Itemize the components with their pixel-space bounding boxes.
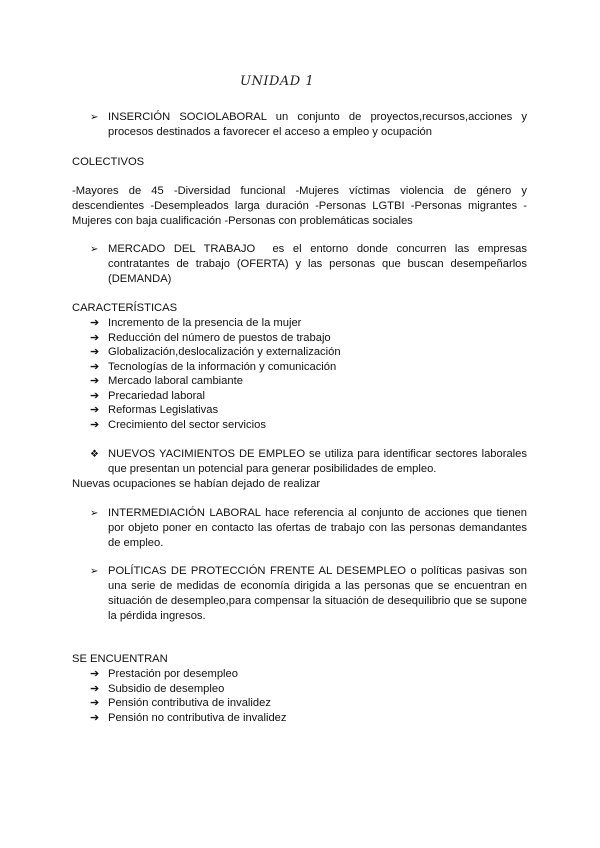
intermediacion-bullet <box>90 506 527 551</box>
insercion-term: INSERCIÓN SOCIOLABORAL <box>108 111 267 123</box>
politicas-paragraph <box>108 564 527 624</box>
yacimientos-text: se utiliza para identificar sectores laborales que presentan un potencial para generar posibilidades de empleo. <box>108 448 527 475</box>
mercado-bullet <box>90 242 531 287</box>
colectivos-heading: COLECTIVOS <box>72 156 145 168</box>
yacimientos-bullet <box>90 447 527 477</box>
mercado-term: MERCADO DEL TRABAJO <box>108 243 256 255</box>
arrow-right-icon: ➔ <box>90 346 100 358</box>
politicas-text: o políticas pasivas son una serie de medidas de economía dirigida a las personas que se encuentran en situación de desempleo,para compensar la situación de desequilibrio que se supone la pérdida ingresos. <box>108 565 527 622</box>
list-item: ➔ Mercado laboral cambiante <box>90 375 243 387</box>
list-item: ➔ Pensión no contributiva de invalidez <box>90 711 287 724</box>
arrow-right-icon: ➔ <box>90 697 100 709</box>
list-item: ➔ Crecimiento del sector servicios <box>90 418 266 431</box>
mercado-text: es el entorno donde concurren las empresas contratantes de trabajo (OFERTA) y las personas que buscan desempeñarlos (DEMANDA) <box>108 243 531 285</box>
arrow-right-icon: ➔ <box>90 375 100 387</box>
page-title: UNIDAD 1 <box>240 74 315 89</box>
arrowhead-bullet-icon: ➢ <box>90 508 99 519</box>
insercion-paragraph <box>108 110 527 140</box>
list-item: ➔ Prestación por desempleo <box>90 668 238 680</box>
arrow-right-icon: ➔ <box>90 418 100 431</box>
intermediacion-term: INTERMEDIACIÓN LABORAL <box>108 507 261 519</box>
arrow-right-icon: ➔ <box>90 360 100 373</box>
list-item: ➔ Reformas Legislativas <box>90 404 219 416</box>
insercion-text: un conjunto de proyectos,recursos,acciones y procesos destinados a favorecer el acceso a empleo y ocupación <box>108 111 527 138</box>
list-item: ➔ Pensión contributiva de invalidez <box>90 697 271 709</box>
intermediacion-paragraph <box>108 506 527 551</box>
list-item: ➔ Precariedad laboral <box>90 389 206 402</box>
se-encuentran-list <box>90 667 287 725</box>
yacimientos-term: NUEVOS YACIMIENTOS DE EMPLEO <box>108 448 306 460</box>
arrowhead-bullet-icon: ➢ <box>90 112 99 123</box>
arrowhead-bullet-icon: ➢ <box>90 244 99 255</box>
arrow-right-icon: ➔ <box>90 682 100 695</box>
arrow-right-icon: ➔ <box>90 668 100 680</box>
politicas-bullet <box>90 564 527 624</box>
se-encuentran-heading: SE ENCUENTRAN <box>72 653 168 665</box>
list-item: ➔ Tecnologías de la información y comunicación <box>90 360 337 373</box>
list-item: ➔ Globalización,deslocalización y externalización <box>90 346 341 358</box>
caracteristicas-heading: CARACTERÍSTICAS <box>72 302 178 314</box>
arrow-right-icon: ➔ <box>90 317 100 329</box>
arrow-right-icon: ➔ <box>90 404 100 416</box>
list-item: ➔ Subsidio de desempleo <box>90 682 225 695</box>
list-item: ➔ Incremento de la presencia de la mujer <box>90 317 302 329</box>
diamond-bullet-icon: ❖ <box>90 449 99 460</box>
arrow-right-icon: ➔ <box>90 331 100 344</box>
yacimientos-paragraph <box>108 447 527 477</box>
intermediacion-text: hace referencia al conjunto de acciones que tienen por objeto poner en contacto las ofertas de trabajo con las personas demandantes de empleo. <box>108 507 527 549</box>
mercado-paragraph <box>108 242 531 287</box>
list-item: ➔ Reducción del número de puestos de trabajo <box>90 331 331 344</box>
arrowhead-bullet-icon: ➢ <box>90 566 99 577</box>
politicas-term: POLÍTICAS DE PROTECCIÓN FRENTE AL DESEMPLEO <box>108 565 406 577</box>
arrow-right-icon: ➔ <box>90 711 100 724</box>
arrow-right-icon: ➔ <box>90 389 100 402</box>
yacimientos-note: Nuevas ocupaciones se habían dejado de realizar <box>72 478 321 490</box>
colectivos-text: -Mayores de 45 -Diversidad funcional -Mujeres víctimas violencia de género y descendientes -Desempleados larga duración -Personas LGTBI -Personas migrantes -Mujeres con baja cualificación -Personas con problemáticas sociales <box>72 185 527 227</box>
insercion-bullet <box>90 110 527 140</box>
caracteristicas-list <box>90 316 341 432</box>
